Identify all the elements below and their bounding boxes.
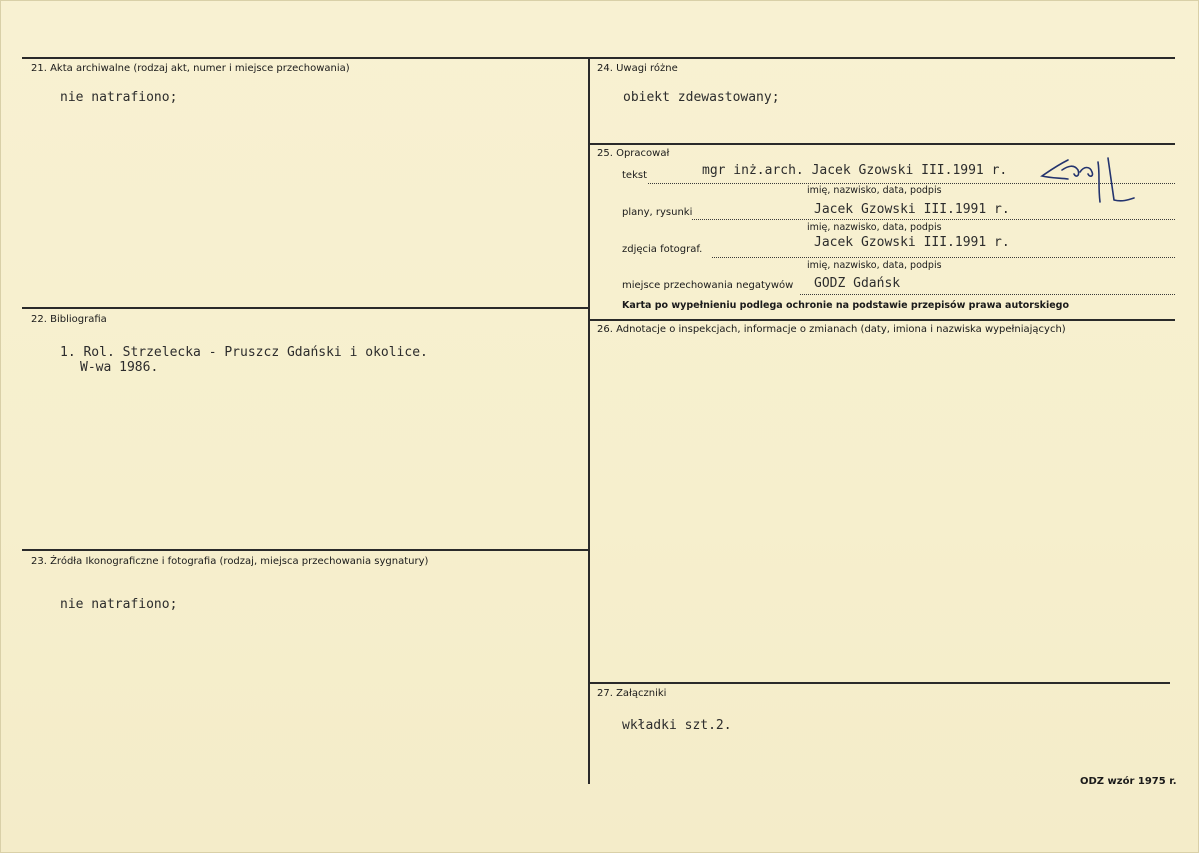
signature-image (1038, 152, 1150, 208)
section-25-label: 25. Opracował (597, 148, 670, 159)
section-23-value: nie natrafiono; (60, 597, 178, 612)
copyright-note: Karta po wypełnieniu podlega ochronie na podstawie przepisów prawa autorskiego (622, 300, 1069, 311)
tekst-value: mgr inż.arch. Jacek Gzowski III.1991 r. (702, 163, 1008, 178)
negatywy-label: miejsce przechowania negatywów (622, 280, 794, 291)
separator-25-26 (590, 319, 1175, 321)
top-rule (22, 57, 1175, 59)
section-24-value: obiekt zdewastowany; (623, 90, 780, 105)
section-26-label: 26. Adnotacje o inspekcjach, informacje o zmianach (daty, imiona i nazwiska wypełniających) (597, 324, 1066, 335)
section-21-label: 21. Akta archiwalne (rodzaj akt, numer i miejsce przechowania) (31, 63, 350, 74)
bibliography-line-1: 1. Rol. Strzelecka - Pruszcz Gdański i okolice. (60, 345, 428, 360)
caption-plany: imię, nazwisko, data, podpis (807, 222, 942, 233)
section-23-label: 23. Źródła Ikonograficzne i fotografia (rodzaj, miejsca przechowania sygnatury) (31, 556, 429, 567)
separator-24-25 (590, 143, 1175, 145)
tekst-label: tekst (622, 170, 647, 181)
plany-line (692, 219, 1175, 220)
caption-zdjecia: imię, nazwisko, data, podpis (807, 260, 942, 271)
separator-21-22 (22, 307, 588, 309)
section-24-label: 24. Uwagi różne (597, 63, 678, 74)
plany-value: Jacek Gzowski III.1991 r. (814, 202, 1010, 217)
separator-22-23 (22, 549, 588, 551)
section-22-label: 22. Bibliografia (31, 314, 107, 325)
zdjecia-label: zdjęcia fotograf. (622, 244, 703, 255)
section-27-label: 27. Załączniki (597, 688, 667, 699)
negatywy-value: GODZ Gdańsk (814, 276, 901, 291)
separator-26-27 (590, 682, 1170, 684)
zdjecia-line (712, 257, 1175, 258)
center-divider (588, 57, 590, 784)
plany-label: plany, rysunki (622, 207, 693, 218)
section-27-value: wkładki szt.2. (622, 718, 732, 733)
caption-tekst: imię, nazwisko, data, podpis (807, 185, 942, 196)
section-21-value: nie natrafiono; (60, 90, 178, 105)
zdjecia-value: Jacek Gzowski III.1991 r. (814, 235, 1010, 250)
bibliography-line-2: W-wa 1986. (80, 360, 159, 375)
template-mark: ODZ wzór 1975 r. (1080, 776, 1177, 787)
negatywy-line (800, 294, 1175, 295)
